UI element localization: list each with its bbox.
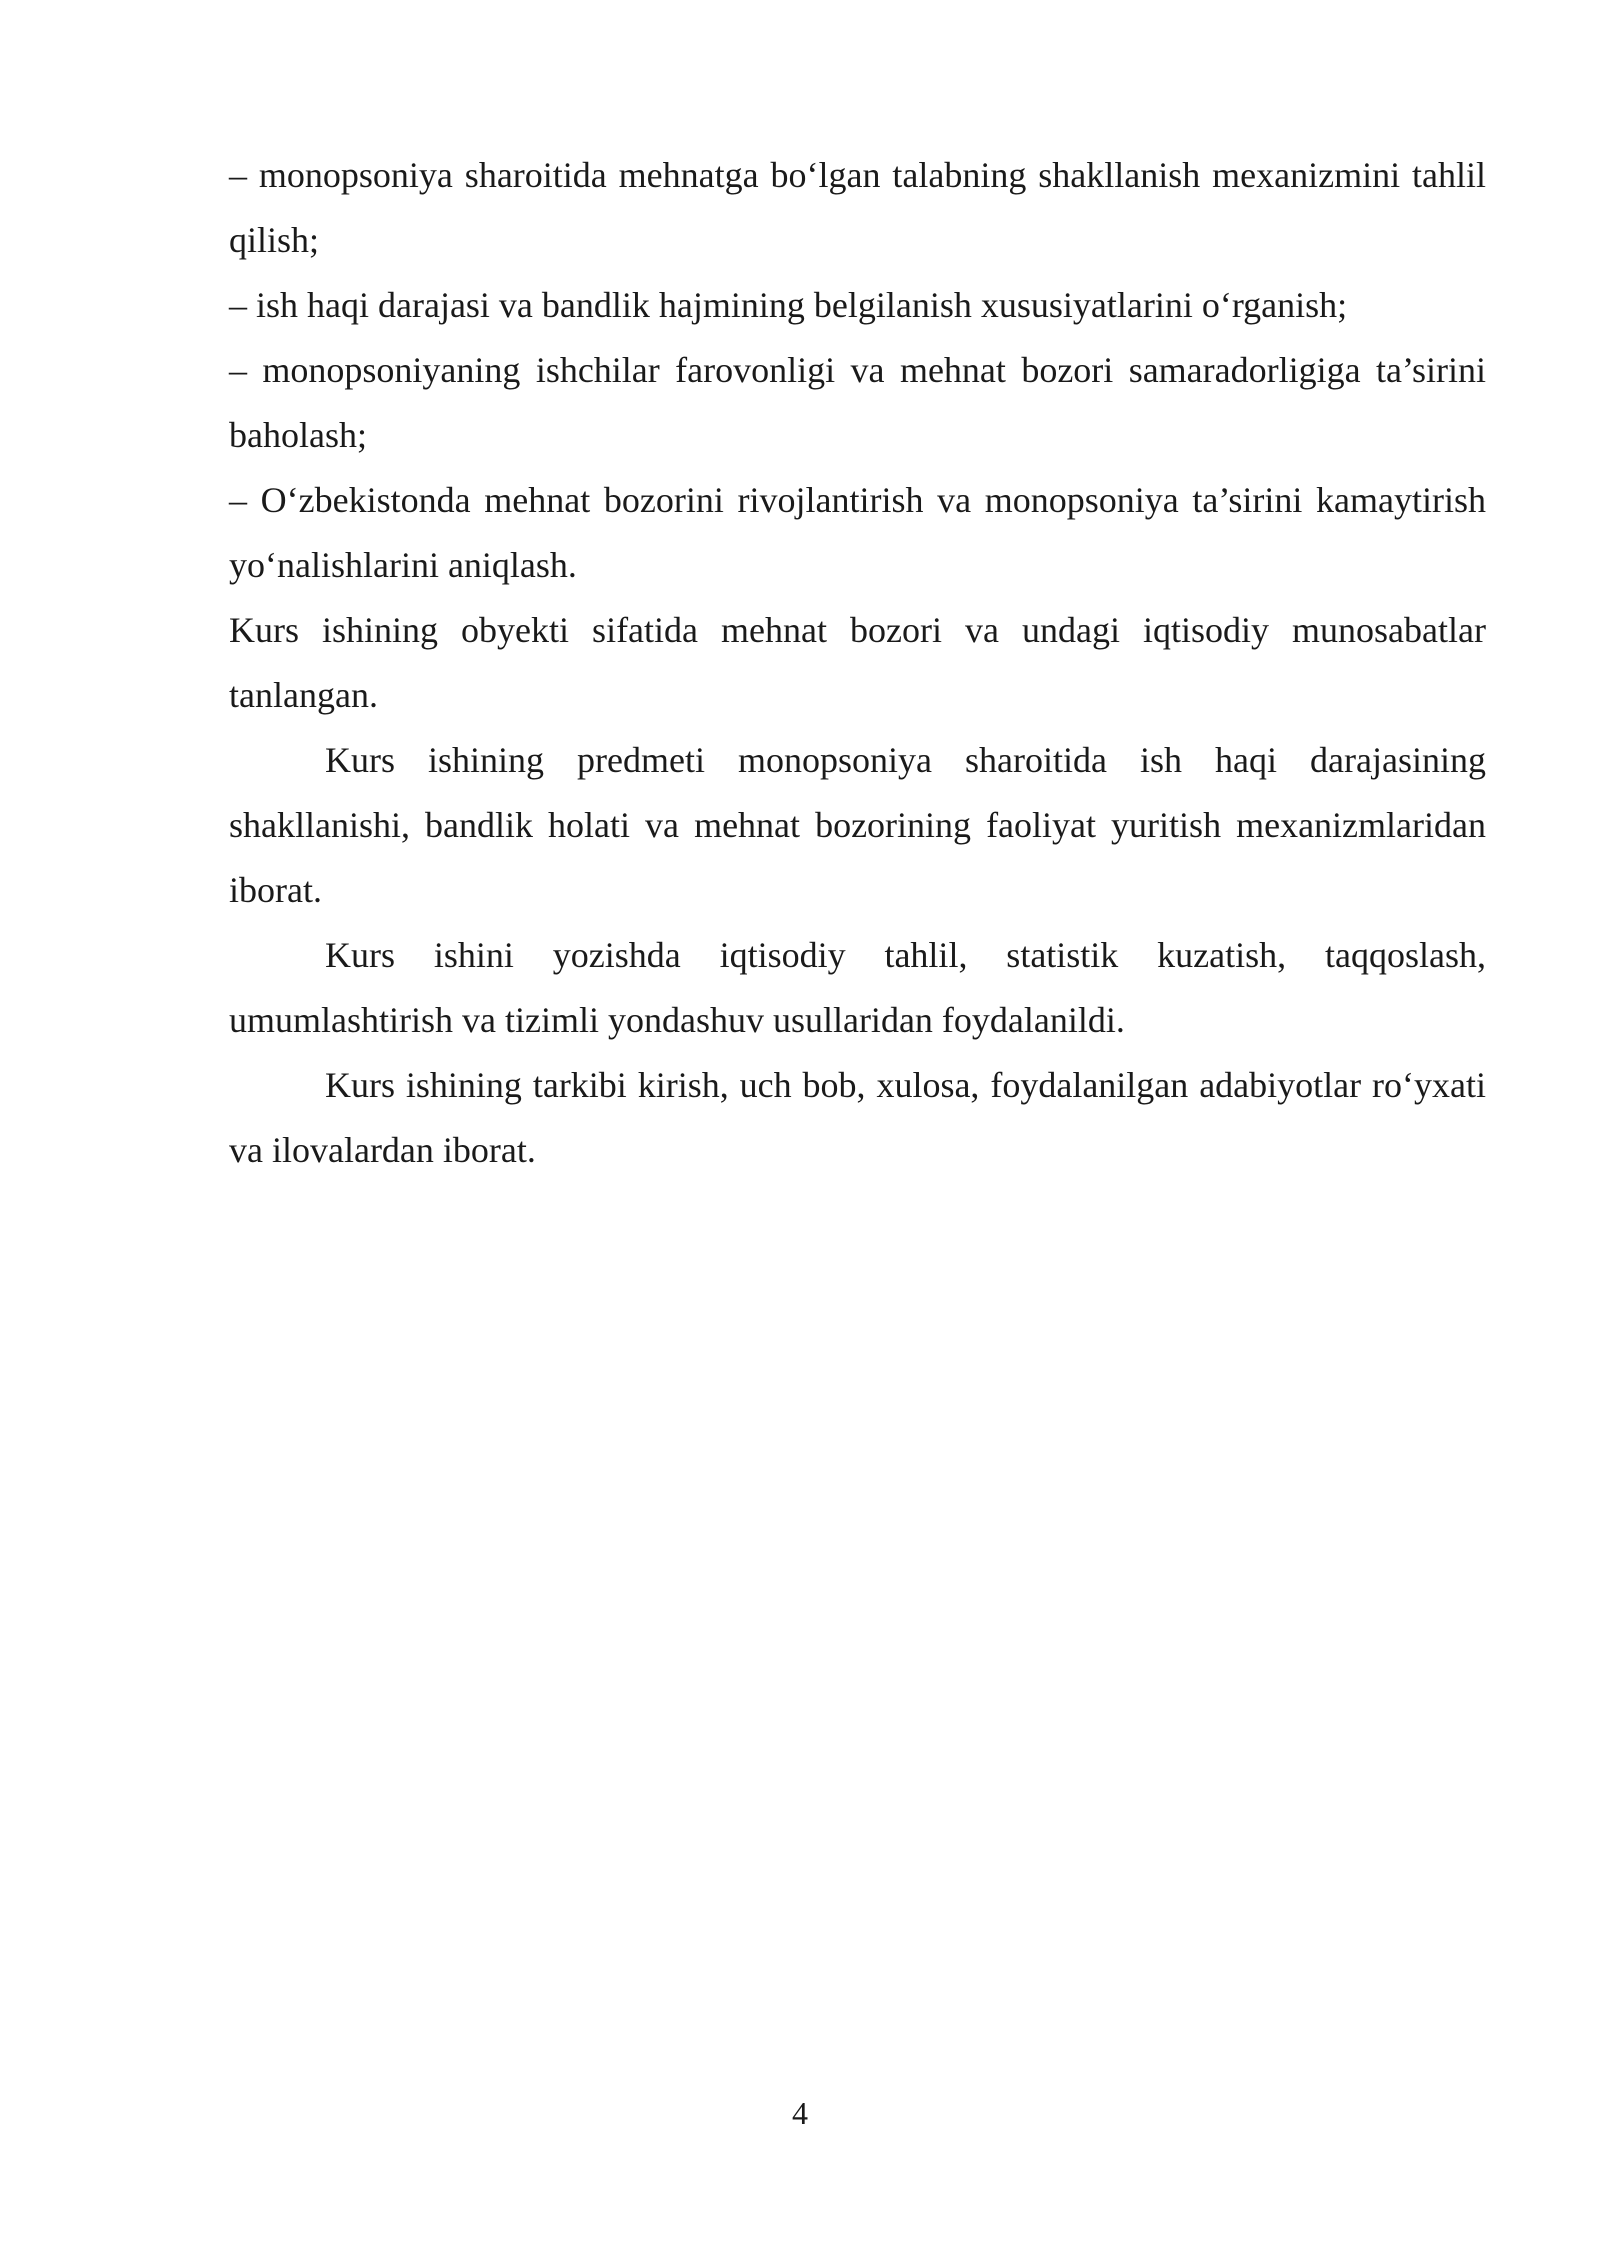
paragraph-methods: Kurs ishini yozishda iqtisodiy tahlil, statistik kuzatish, taqqoslash, umumlashtirish va tizimli yondashuv usullaridan foydalanildi. (229, 935, 1486, 1040)
list-item-task-4: – Oʻzbekistonda mehnat bozorini rivojlantirish va monopsoniya ta’sirini kamaytirish yoʻnalishlarini aniqlash. (229, 480, 1486, 585)
paragraph-subject: Kurs ishining predmeti monopsoniya sharoitida ish haqi darajasining shakllanishi, bandlik holati va mehnat bozorining faoliyat yuritish mexanizmlaridan iborat. (229, 740, 1486, 910)
body-text (229, 143, 1486, 1183)
page-number: 4 (792, 2095, 808, 2131)
paragraph-structure: Kurs ishining tarkibi kirish, uch bob, xulosa, foydalanilgan adabiyotlar roʻyxati va ilovalardan iborat. (229, 1065, 1486, 1170)
paragraph-object: Kurs ishining obyekti sifatida mehnat bozori va undagi iqtisodiy munosabatlar tanlangan. (229, 610, 1486, 715)
list-item-task-3: – monopsoniyaning ishchilar farovonligi va mehnat bozori samaradorligiga ta’sirini baholash; (229, 350, 1486, 455)
list-item-task-2: – ish haqi darajasi va bandlik hajmining belgilanish xususiyatlarini oʻrganish; (229, 285, 1348, 325)
list-item-task-1: – monopsoniya sharoitida mehnatga boʻlgan talabning shakllanish mexanizmini tahlil qilish; (229, 155, 1486, 260)
